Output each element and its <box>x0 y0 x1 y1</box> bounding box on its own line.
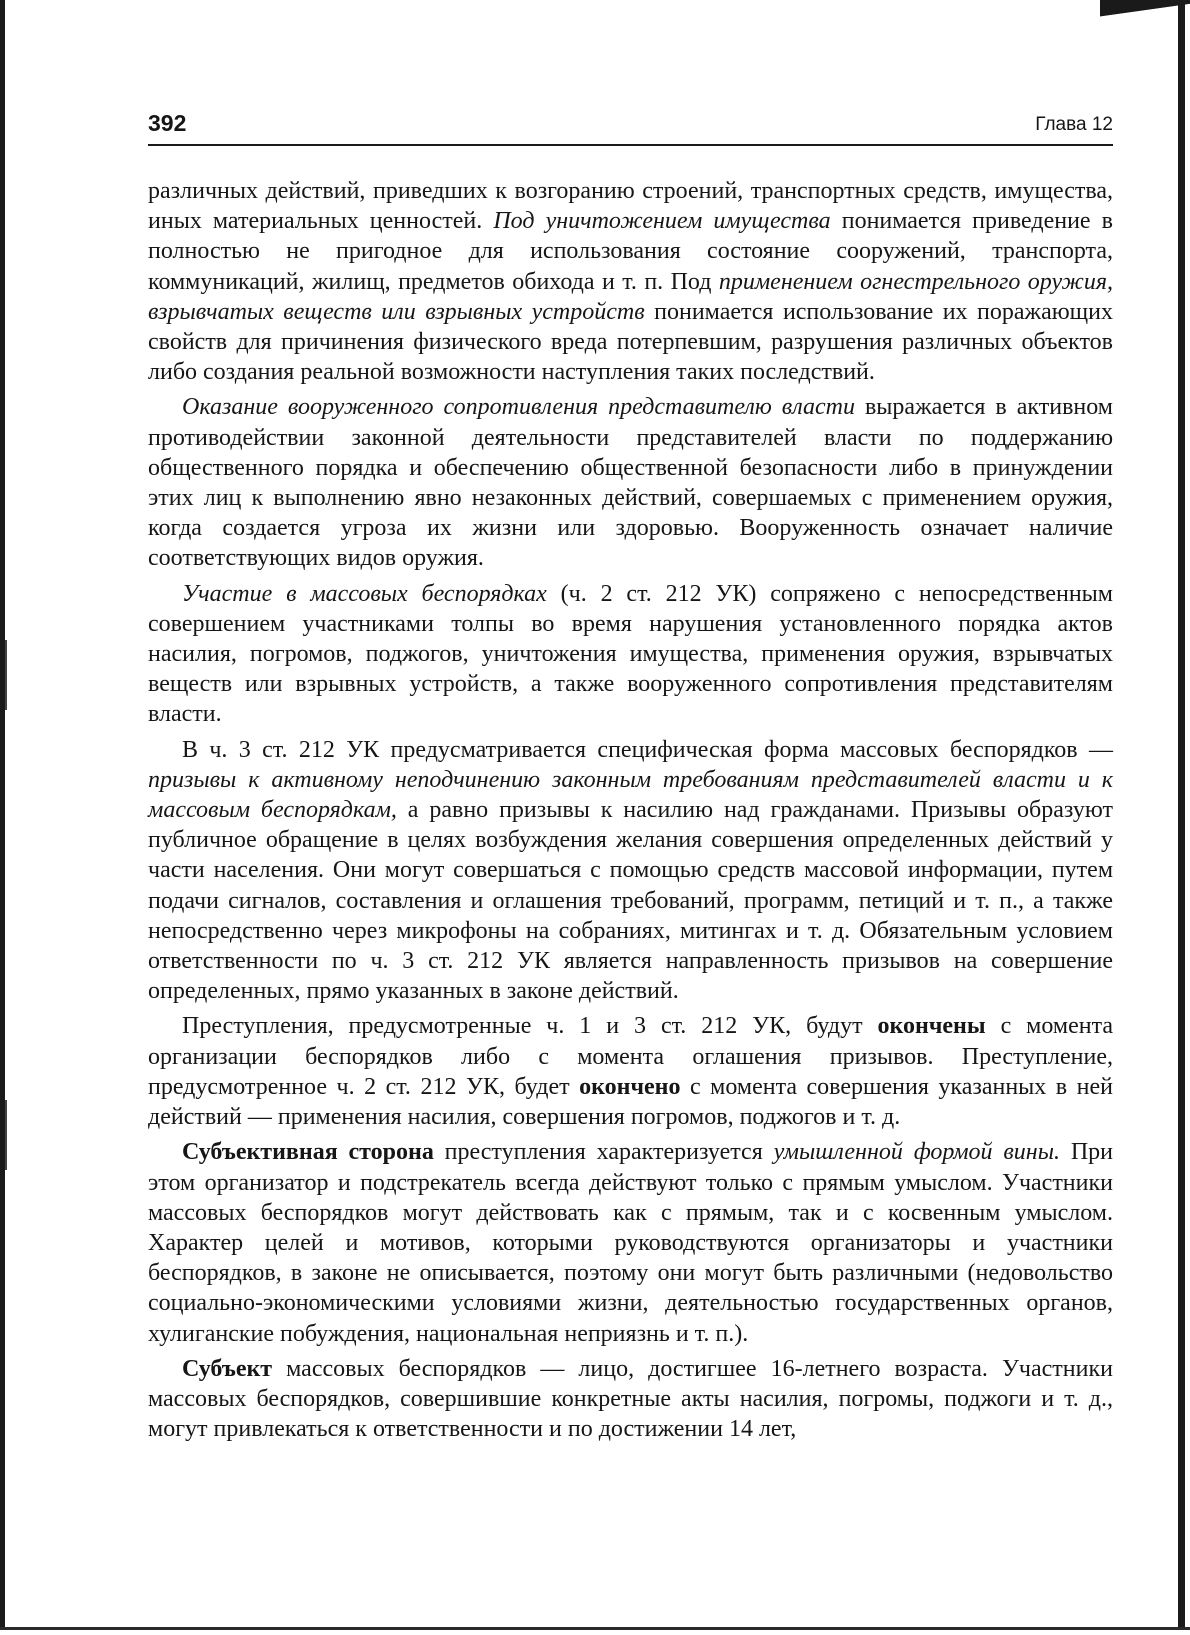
italic-term: Под уничтожением имущества <box>493 208 831 235</box>
text-run: (ч. 2 ст. 212 УК) сопряжено с непосредственным совершением участниками толпы во время нарушения установленного порядка актов насилия, погромов, поджогов, уничтожения имущества, применения оружия, взрывчатых веществ или взрывных устройств, а также вооруженного сопротивления представителям власти. <box>148 580 1113 728</box>
text-run: выражается в активном противодействии законной деятельности представителей власти по поддержанию общественного порядка и обеспечению общественной безопасности либо в принуждении этих лиц к выполнению явно незаконных действий, совершаемых с применением оружия, когда создается угроза их жизни или здоровью. Вооруженность означает наличие соответствующих видов оружия. <box>148 394 1113 572</box>
scan-margin-mark <box>5 1100 7 1170</box>
scan-margin-mark <box>5 640 7 710</box>
text-body <box>148 176 1113 1444</box>
bold-term: Субъективная сторона <box>182 1139 434 1166</box>
italic-term: призывы к активному неподчинению законным требованиям представителей власти и к массовым беспорядкам, <box>148 766 1113 824</box>
paragraph <box>148 579 1113 730</box>
page-number: 392 <box>148 110 187 136</box>
text-run: различных действий, приведших к возгоранию строений, транспортных средств, имущества, иных материальных ценностей. <box>148 178 1113 235</box>
paragraph <box>148 176 1113 387</box>
paragraph <box>148 392 1113 573</box>
scan-border-left <box>0 0 5 1630</box>
italic-term: умышленной формой вины. <box>773 1139 1060 1166</box>
chapter-label: Глава 12 <box>1035 114 1113 135</box>
bold-term: Субъект <box>182 1355 273 1382</box>
text-run: При этом организатор и подстрекатель всегда действуют только с прямым умыслом. Участники массовых беспорядков могут действовать как с прямым, так и с косвенным умыслом. Характер целей и мотивов, которыми руководствуются организаторы и участники беспорядков, в законе не описывается, поэтому они могут быть различными (недовольство социально-экономическими условиями жизни, деятельностью государственных органов, хулиганские побуждения, национальная неприязнь и т. п.). <box>148 1139 1113 1347</box>
text-run: а равно призывы к насилию над гражданами. Призывы образуют публичное обращение в целях возбуждения желания совершения определенных действий у части населения. Они могут совершаться с помощью средств массовой информации, путем подачи сигналов, составления и оглашения требований, программ, петиций и т. п., а также непосредственно через микрофоны на собраниях, митингах и т. д. Обязательным условием ответственности по ч. 3 ст. 212 УК является направленность призывов на совершение определенных, прямо указанных в законе действий. <box>148 797 1113 1005</box>
text-run: В ч. 3 ст. 212 УК предусматривается специфическая форма массовых беспорядков — <box>182 736 1113 763</box>
text-run: с момента совершения указанных в ней действий — применения насилия, совершения погромов, поджогов и т. д. <box>148 1073 1113 1131</box>
bold-term: окончено <box>579 1073 681 1100</box>
paragraph <box>148 735 1113 1007</box>
text-run: Преступления, предусмотренные ч. 1 и 3 ст. 212 УК, будут <box>182 1013 878 1040</box>
italic-term: применением огнестрельного оружия, взрывчатых веществ или взрывных устройств <box>148 268 1113 325</box>
italic-term: Оказание вооруженного сопротивления представителю власти <box>182 394 855 421</box>
paragraph <box>148 1137 1113 1348</box>
scan-border-bottom <box>0 1627 1190 1630</box>
text-run: понимается приведение в полностью не пригодное для использования состояние сооружений, транспорта, коммуникаций, жилищ, предметов обихода и т. п. Под <box>148 208 1113 295</box>
text-run: преступления характеризуется <box>433 1139 774 1166</box>
paragraph <box>148 1354 1113 1445</box>
text-run: с момента организации беспорядков либо с момента оглашения призывов. Преступление, предусмотренное ч. 2 ст. 212 УК, будет <box>148 1013 1113 1100</box>
running-head <box>148 108 1113 146</box>
text-run: массовых беспорядков — лицо, достигшее 16-летнего возраста. Участники массовых беспорядков, совершившие конкретные акты насилия, погромы, поджоги и т. д., могут привлекаться к ответственности и по достижении 14 лет, <box>148 1355 1113 1443</box>
text-run: понимается использование их поражающих свойств для причинения физического вреда потерпевшим, разрушения различных объектов либо создания реальной возможности наступления таких последствий. <box>148 298 1113 386</box>
paragraph <box>148 1011 1113 1132</box>
scan-corner-shadow <box>1100 0 1190 28</box>
scan-border-right <box>1178 0 1185 1630</box>
bold-term: окончены <box>877 1013 986 1040</box>
italic-term: Участие в массовых беспорядках <box>182 580 547 607</box>
